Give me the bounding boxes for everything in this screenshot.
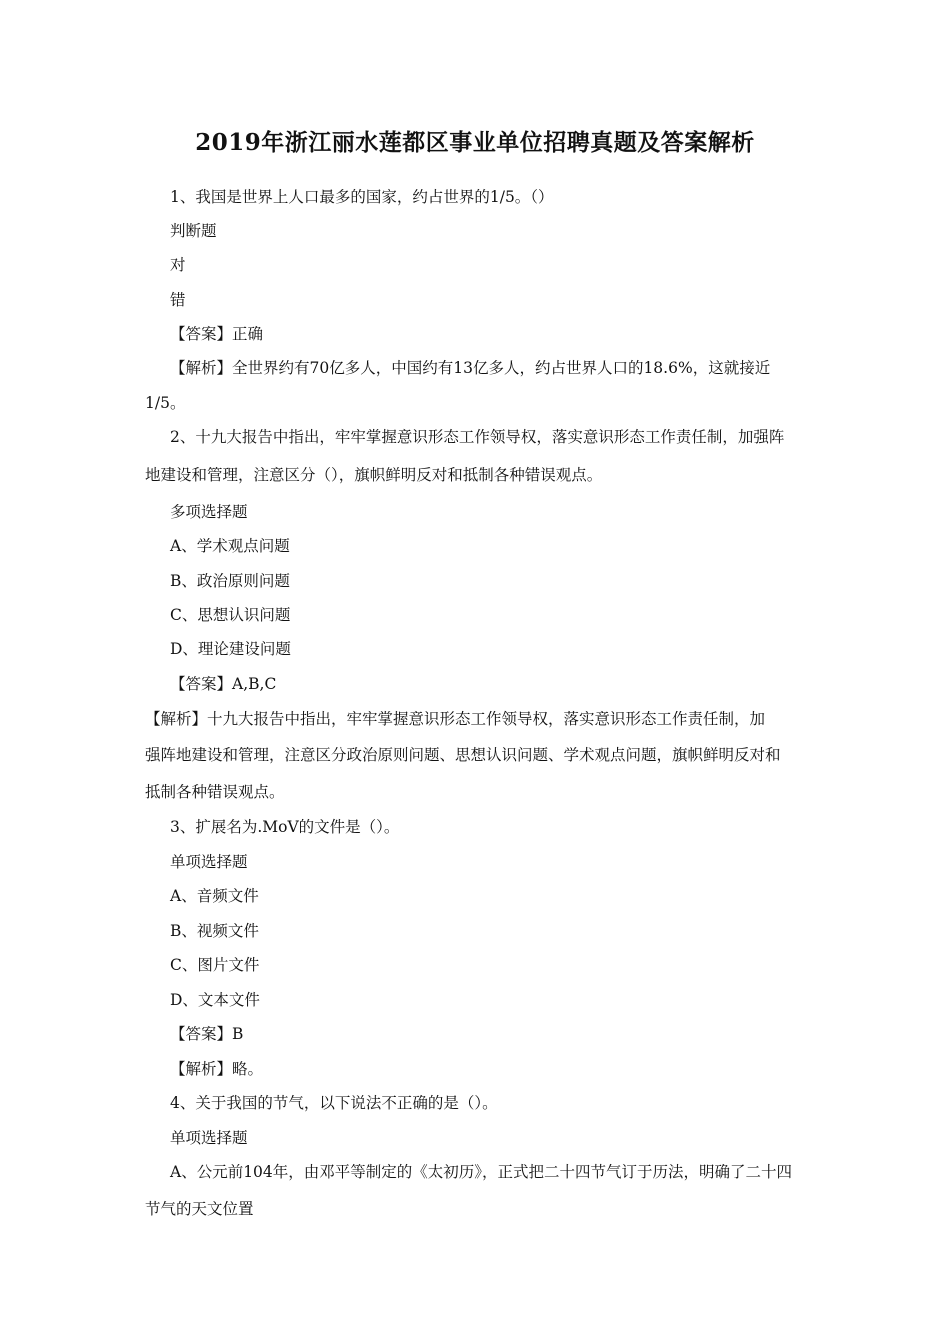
question-1-option-b: 错 bbox=[170, 291, 186, 309]
question-1-analysis-line-1: 【解析】全世界约有70亿多人，中国约有13亿多人，约占世界人口的18.6%，这就接近 bbox=[170, 359, 771, 377]
question-2-answer: 【答案】A,B,C bbox=[170, 675, 277, 693]
question-2-type: 多项选择题 bbox=[170, 503, 248, 521]
question-3-option-b: B、视频文件 bbox=[170, 922, 259, 940]
question-1-type: 判断题 bbox=[170, 222, 217, 240]
question-2-option-d: D、理论建设问题 bbox=[170, 640, 291, 658]
question-2-stem-line-1: 2、十九大报告中指出，牢牢掌握意识形态工作领导权，落实意识形态工作责任制，加强阵 bbox=[170, 428, 785, 446]
question-2-option-b: B、政治原则问题 bbox=[170, 572, 290, 590]
question-3-type: 单项选择题 bbox=[170, 853, 248, 871]
question-4-option-a-line-1: A、公元前104年，由邓平等制定的《太初历》，正式把二十四节气订于历法，明确了二十四 bbox=[170, 1163, 793, 1181]
page-title: 2019年浙江丽水莲都区事业单位招聘真题及答案解析 bbox=[195, 129, 755, 156]
question-1-option-a: 对 bbox=[170, 256, 186, 274]
question-2-analysis-line-2: 强阵地建设和管理，注意区分政治原则问题、思想认识问题、学术观点问题，旗帜鲜明反对和 bbox=[145, 746, 781, 764]
question-2-option-a: A、学术观点问题 bbox=[170, 537, 290, 555]
question-2-analysis-line-3: 抵制各种错误观点。 bbox=[145, 783, 285, 801]
question-1-stem: 1、我国是世界上人口最多的国家，约占世界的1/5。（） bbox=[170, 188, 554, 206]
question-4-stem: 4、关于我国的节气，以下说法不正确的是（）。 bbox=[170, 1094, 498, 1112]
question-3-analysis: 【解析】略。 bbox=[170, 1060, 264, 1078]
question-3-answer: 【答案】B bbox=[170, 1025, 244, 1043]
question-3-option-d: D、文本文件 bbox=[170, 991, 260, 1009]
question-3-option-c: C、图片文件 bbox=[170, 956, 260, 974]
question-3-stem: 3、扩展名为.MoV的文件是（）。 bbox=[170, 818, 400, 836]
question-4-option-a-line-2: 节气的天文位置 bbox=[145, 1200, 254, 1218]
question-1-answer: 【答案】正确 bbox=[170, 325, 264, 343]
question-2-stem-line-2: 地建设和管理，注意区分（），旗帜鲜明反对和抵制各种错误观点。 bbox=[145, 466, 603, 484]
question-4-type: 单项选择题 bbox=[170, 1129, 248, 1147]
question-3-option-a: A、音频文件 bbox=[170, 887, 259, 905]
question-2-analysis-line-1: 【解析】十九大报告中指出，牢牢掌握意识形态工作领导权，落实意识形态工作责任制，加 bbox=[145, 710, 766, 728]
question-2-option-c: C、思想认识问题 bbox=[170, 606, 291, 624]
question-1-analysis-line-2: 1/5。 bbox=[145, 394, 186, 412]
